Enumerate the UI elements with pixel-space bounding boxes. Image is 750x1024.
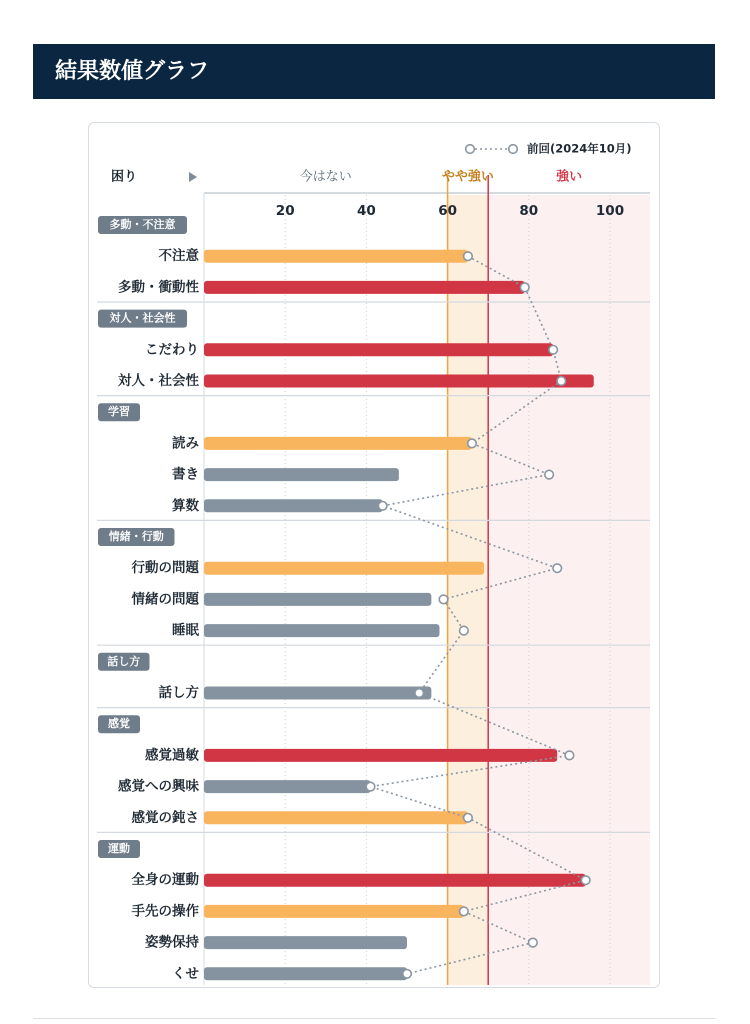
x-tick-label: 40 — [357, 203, 376, 219]
score-bar — [204, 874, 586, 887]
score-bar — [204, 499, 383, 512]
strong-zone-background — [488, 195, 650, 985]
x-tick-label: 20 — [275, 203, 295, 219]
row-label: 多動・衝動性 — [118, 279, 199, 296]
score-bar — [204, 593, 431, 606]
row-label: 全身の運動 — [131, 872, 199, 889]
triangle-right-icon — [189, 172, 197, 182]
score-bar — [204, 343, 553, 356]
group-badge-label: 話し方 — [107, 654, 141, 668]
previous-result-marker — [378, 502, 387, 511]
previous-result-marker — [439, 595, 448, 604]
legend-prev-label: 前回(2024年10月) — [527, 141, 632, 156]
zone-label-strong: 強い — [556, 169, 583, 185]
group-badge-label: 対人・社会性 — [109, 311, 176, 325]
score-bar — [204, 437, 472, 450]
group-badge-label: 感覚 — [108, 717, 130, 731]
row-label: こだわり — [145, 341, 199, 358]
score-bar — [204, 905, 464, 918]
header-left-label: 困り — [111, 169, 138, 185]
group-badge-label: 運動 — [108, 842, 130, 855]
previous-result-marker — [415, 689, 424, 698]
legend-prev-marker — [466, 145, 475, 154]
score-bar — [204, 468, 399, 481]
row-label: 書き — [172, 466, 199, 483]
row-label: 不注意 — [158, 248, 199, 265]
score-bar — [204, 967, 407, 980]
legend-prev-marker — [509, 145, 518, 154]
chart-card — [88, 122, 660, 988]
bottom-divider — [33, 1018, 715, 1019]
row-label: 話し方 — [158, 685, 199, 701]
x-tick-label: 60 — [438, 203, 457, 219]
row-label: 感覚への興味 — [118, 778, 199, 795]
previous-result-marker — [468, 439, 477, 448]
group-badge-label: 学習 — [108, 405, 130, 419]
row-label: 感覚過敏 — [145, 747, 199, 764]
score-bar — [204, 375, 594, 388]
row-label: 手先の操作 — [131, 903, 199, 920]
group-badge-label: 情緒・行動 — [108, 530, 164, 543]
row-label: 算数 — [172, 497, 199, 514]
previous-result-marker — [557, 377, 566, 386]
zone-label-none: 今はない — [299, 169, 352, 185]
row-label: 行動の問題 — [131, 560, 199, 577]
score-bar — [204, 936, 407, 949]
previous-result-marker — [366, 782, 375, 791]
page-title: 結果数値グラフ — [33, 44, 715, 99]
row-label: 睡眠 — [172, 622, 199, 639]
x-tick-label: 80 — [519, 203, 539, 219]
score-bar — [204, 811, 468, 824]
previous-result-marker — [549, 346, 558, 355]
group-badge-label: 多動・不注意 — [109, 218, 176, 231]
previous-result-marker — [464, 814, 473, 823]
score-bar — [204, 780, 370, 793]
mid-zone-background — [448, 195, 489, 985]
row-label: 情緒の問題 — [131, 591, 199, 608]
previous-result-marker — [545, 470, 554, 479]
score-bar — [204, 250, 468, 263]
previous-result-marker — [553, 564, 562, 573]
previous-result-marker — [529, 938, 538, 947]
result-bar-chart — [89, 123, 661, 989]
previous-result-marker — [460, 626, 469, 635]
score-bar — [204, 749, 557, 762]
row-label: 対人・社会性 — [118, 373, 199, 389]
row-label: 読み — [172, 435, 199, 452]
row-label: 感覚の鈍さ — [131, 809, 199, 826]
row-label: くせ — [172, 965, 199, 982]
score-bar — [204, 624, 439, 637]
previous-result-marker — [460, 907, 469, 916]
previous-result-marker — [520, 283, 529, 292]
zone-label-mid: やや強い — [441, 169, 494, 185]
previous-result-marker — [403, 970, 412, 979]
previous-result-marker — [581, 876, 590, 885]
score-bar — [204, 562, 484, 575]
score-bar — [204, 281, 525, 294]
previous-result-marker — [565, 751, 574, 760]
previous-result-marker — [464, 252, 473, 261]
x-tick-label: 100 — [595, 203, 625, 219]
score-bar — [204, 687, 431, 700]
row-label: 姿勢保持 — [145, 934, 199, 951]
